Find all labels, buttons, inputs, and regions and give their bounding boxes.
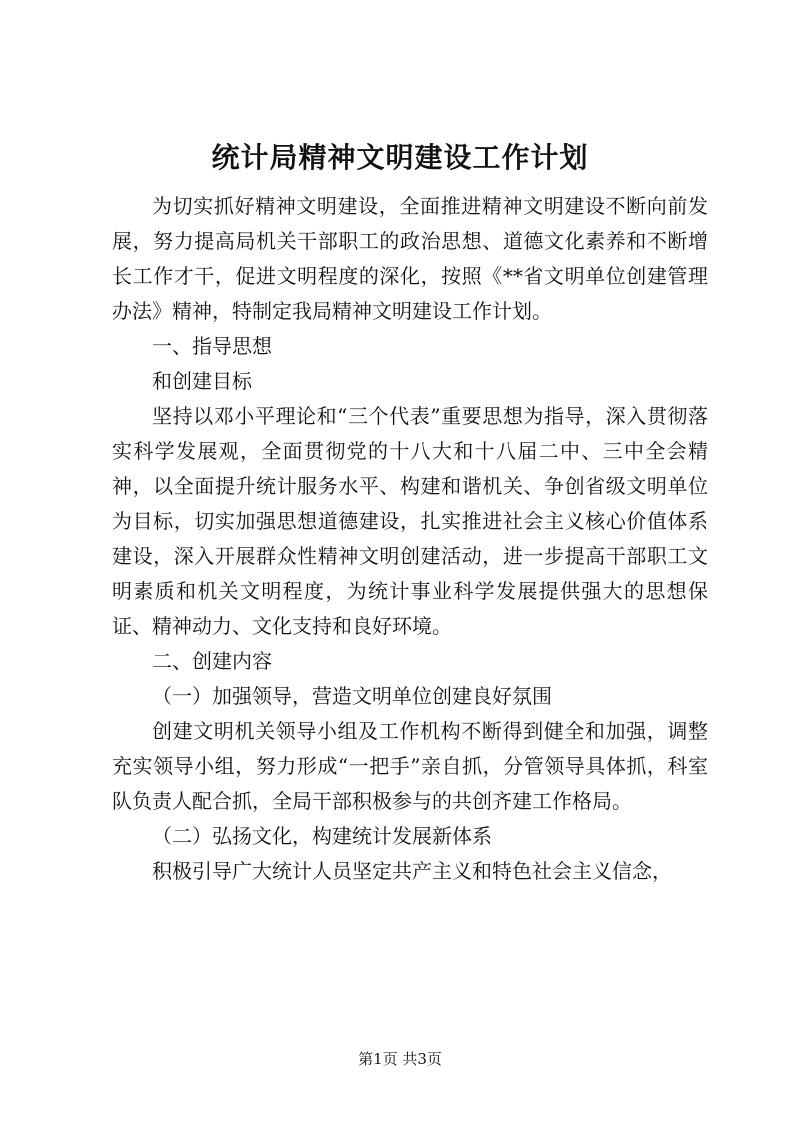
intro-paragraph: 为切实抓好精神文明建设，全面推进精神文明建设不断向前发展，努力提高局机关干部职工的政治思想、道德文化素养和不断增长工作才干，促进文明程度的深化，按照《**省文明单位创建管理办法》精神，特制定我局精神文明建设工作计划。	[112, 194, 708, 323]
subsection-2-paragraph: 积极引导广大统计人员坚定共产主义和特色社会主义信念，	[152, 859, 672, 883]
section-heading-guiding-thought: 一、指导思想	[152, 334, 272, 358]
subsection-1-paragraph: 创建文明机关领导小组及工作机构不断得到健全和加强，调整充实领导小组，努力形成“一把手”亲自抓，分管领导具体抓，科室队负责人配合抓，全局干部积极参与的共创齐建工作格局。	[112, 719, 708, 813]
subsection-heading-2: （二）弘扬文化，构建统计发展新体系	[152, 824, 492, 848]
guiding-thought-paragraph: 坚持以邓小平理论和“三个代表”重要思想为指导，深入贯彻落实科学发展观，全面贯彻党的十八大和十八届二中、三中全会精神，以全面提升统计服务水平、构建和谐机关、争创省级文明单位为目标，切实加强思想道德建设，扎实推进社会主义核心价值体系建设，深入开展群众性精神文明创建活动，进一步提高干部职工文明素质和机关文明程度，为统计事业科学发展提供强大的思想保证、精神动力、文化支持和良好环境。	[112, 404, 708, 638]
page-number-footer: 第1页 共3页	[358, 1050, 442, 1068]
section-heading-content: 二、创建内容	[152, 649, 272, 673]
document-body	[112, 189, 708, 889]
subsection-heading-1: （一）加强领导，营造文明单位创建良好氛围	[152, 684, 552, 708]
document-title: 统计局精神文明建设工作计划	[211, 141, 589, 174]
section-heading-continuation: 和创建目标	[152, 369, 252, 393]
